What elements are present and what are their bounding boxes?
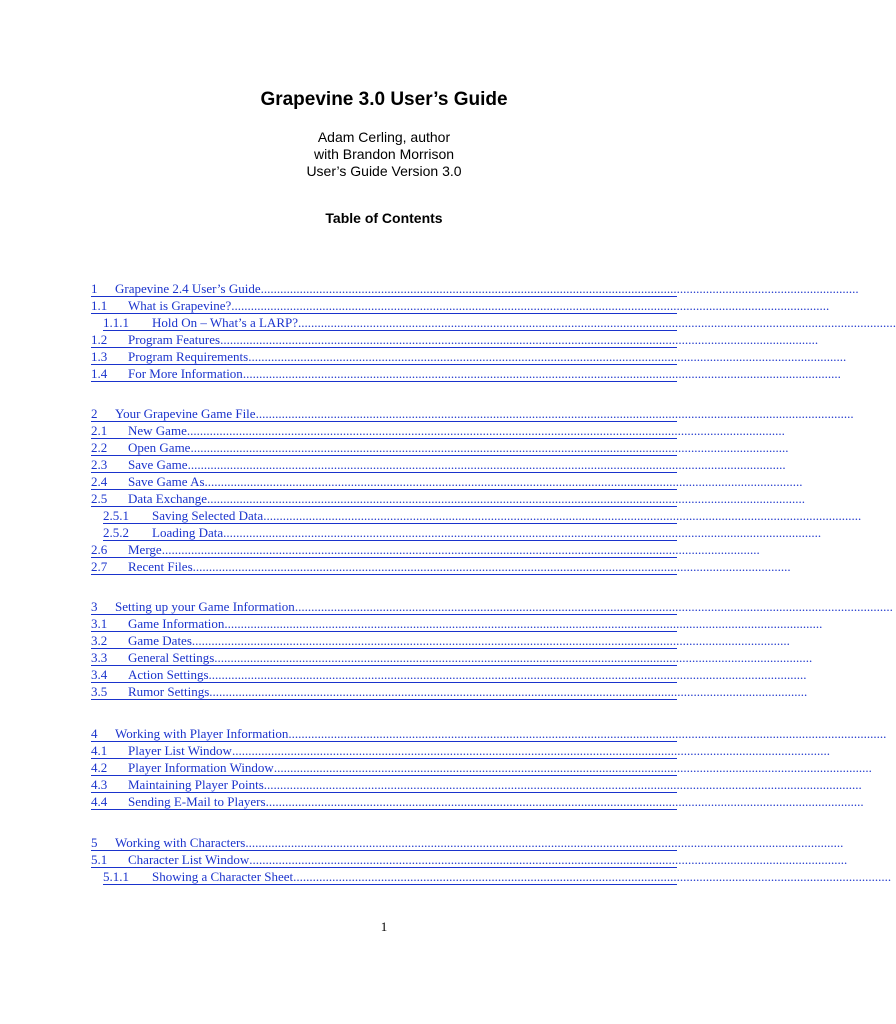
toc-dot-leader: ........................................................................................................................................................................................ bbox=[248, 349, 847, 364]
toc-entry-title: Game Dates bbox=[128, 633, 192, 648]
toc-entry[interactable] bbox=[91, 741, 830, 759]
toc-entry-title: Program Requirements bbox=[128, 349, 249, 364]
toc-entry-title: Saving Selected Data bbox=[152, 508, 264, 523]
toc-entry[interactable] bbox=[91, 665, 807, 683]
toc-entry-number: 1 bbox=[91, 281, 98, 296]
toc-entry-title: Action Settings bbox=[128, 667, 209, 682]
toc-entry-number: 1.1.1 bbox=[103, 315, 129, 330]
toc-entry-title: Maintaining Player Points bbox=[128, 777, 264, 792]
toc-entry-title: Recent Files bbox=[128, 559, 193, 574]
toc-entry[interactable] bbox=[103, 523, 822, 541]
toc-dot-leader: ........................................................................................................................................................................................ bbox=[207, 491, 806, 506]
toc-dot-leader: ........................................................................................................................................................................................ bbox=[255, 406, 854, 421]
toc-entry-number: 3.3 bbox=[91, 650, 108, 665]
version-line: User’s Guide Version 3.0 bbox=[306, 163, 462, 179]
toc-entry[interactable] bbox=[103, 867, 892, 885]
toc-entry-number: 1.4 bbox=[91, 366, 108, 381]
toc-entry[interactable] bbox=[91, 597, 893, 615]
toc-entry-title: Data Exchange bbox=[128, 491, 208, 506]
toc-entry[interactable] bbox=[91, 347, 847, 365]
toc-entry-title: Working with Player Information bbox=[115, 726, 289, 741]
toc-entry[interactable] bbox=[91, 682, 808, 700]
toc-entry[interactable] bbox=[91, 421, 785, 439]
toc-entry-number: 4 bbox=[91, 726, 98, 741]
toc-entry-title: Setting up your Game Information bbox=[115, 599, 295, 614]
toc-entry-number: 2.5 bbox=[91, 491, 108, 506]
coauthor-line: with Brandon Morrison bbox=[313, 146, 455, 162]
toc-entry-number: 3.2 bbox=[91, 633, 108, 648]
toc-entry-title: Rumor Settings bbox=[128, 684, 210, 699]
toc-entry-title: Player List Window bbox=[128, 743, 232, 758]
toc-entry-number: 5 bbox=[91, 835, 98, 850]
toc-dot-leader: ........................................................................................................................................................................................ bbox=[191, 633, 790, 648]
toc-dot-leader: ........................................................................................................................................................................................ bbox=[231, 743, 830, 758]
toc-entry-number: 2.5.2 bbox=[103, 525, 129, 540]
document-title: Grapevine 3.0 User’s Guide bbox=[260, 89, 508, 110]
toc-entry-title: Player Information Window bbox=[128, 760, 274, 775]
toc-dot-leader: ........................................................................................................................................................................................ bbox=[273, 760, 872, 775]
toc-entry-number: 2 bbox=[91, 406, 98, 421]
toc-entry-number: 2.1 bbox=[91, 423, 108, 438]
page-number: 1 bbox=[380, 919, 388, 934]
toc-entry-number: 4.2 bbox=[91, 760, 108, 775]
toc-entry-number: 2.3 bbox=[91, 457, 108, 472]
toc-dot-leader: ........................................................................................................................................................................................ bbox=[294, 599, 893, 614]
toc-dot-leader: ........................................................................................................................................................................................ bbox=[192, 559, 791, 574]
toc-entry-number: 3.4 bbox=[91, 667, 108, 682]
toc-dot-leader: ........................................................................................................................................................................................ bbox=[263, 508, 862, 523]
author-line: Adam Cerling, author bbox=[317, 129, 451, 145]
toc-dot-leader: ........................................................................................................................................................................................ bbox=[298, 315, 896, 330]
toc-entry[interactable] bbox=[91, 404, 854, 422]
toc-entry-number: 1.2 bbox=[91, 332, 108, 347]
toc-dot-leader: ........................................................................................................................................................................................ bbox=[214, 650, 813, 665]
toc-entry-title: Merge bbox=[128, 542, 162, 557]
toc-entry-title: New Game bbox=[128, 423, 187, 438]
toc-entry-number: 2.5.1 bbox=[103, 508, 129, 523]
toc-dot-leader: ........................................................................................................................................................................................ bbox=[190, 440, 789, 455]
toc-dot-leader: ........................................................................................................................................................................................ bbox=[209, 684, 808, 699]
toc-dot-leader: ........................................................................................................................................................................................ bbox=[231, 298, 830, 313]
toc-dot-leader: ........................................................................................................................................................................................ bbox=[208, 667, 807, 682]
toc-dot-leader: ........................................................................................................................................................................................ bbox=[293, 869, 892, 884]
toc-entry[interactable] bbox=[91, 330, 819, 348]
toc-dot-leader: ........................................................................................................................................................................................ bbox=[242, 366, 841, 381]
toc-entry-number: 3 bbox=[91, 599, 98, 614]
toc-entry-title: Save Game bbox=[128, 457, 188, 472]
toc-entry-title: Grapevine 2.4 User’s Guide bbox=[115, 281, 261, 296]
toc-entry[interactable] bbox=[103, 506, 862, 524]
toc-entry-number: 4.4 bbox=[91, 794, 108, 809]
toc-entry-number: 2.7 bbox=[91, 559, 108, 574]
toc-entry[interactable] bbox=[91, 724, 887, 742]
toc-entry[interactable] bbox=[91, 557, 791, 575]
toc-entry[interactable] bbox=[91, 833, 844, 851]
toc-entry[interactable] bbox=[91, 758, 872, 776]
toc-dot-leader: ........................................................................................................................................................................................ bbox=[288, 726, 887, 741]
toc-entry-number: 2.4 bbox=[91, 474, 108, 489]
toc-entry-number: 2.6 bbox=[91, 542, 108, 557]
toc-entry-title: Open Game bbox=[128, 440, 191, 455]
toc-entry-title: Game Information bbox=[128, 616, 225, 631]
toc-entry-number: 3.5 bbox=[91, 684, 108, 699]
toc-entry-number: 5.1.1 bbox=[103, 869, 129, 884]
toc-dot-leader: ........................................................................................................................................................................................ bbox=[245, 835, 844, 850]
toc-entry[interactable] bbox=[103, 313, 896, 331]
toc-entry[interactable] bbox=[91, 614, 823, 632]
toc-entry[interactable] bbox=[91, 472, 803, 490]
toc-entry-title: Program Features bbox=[128, 332, 221, 347]
toc-dot-leader: ........................................................................................................................................................................................ bbox=[263, 777, 862, 792]
toc-entry[interactable] bbox=[91, 364, 841, 382]
toc-entry-title: Hold On – What’s a LARP? bbox=[152, 315, 298, 330]
toc-entry[interactable] bbox=[91, 489, 806, 507]
toc-entry[interactable] bbox=[91, 850, 848, 868]
toc-dot-leader: ........................................................................................................................................................................................ bbox=[161, 542, 760, 557]
toc-entry-number: 4.3 bbox=[91, 777, 108, 792]
toc-entry[interactable] bbox=[91, 279, 859, 297]
toc-dot-leader: ........................................................................................................................................................................................ bbox=[187, 457, 786, 472]
toc-entry-title: Loading Data bbox=[152, 525, 224, 540]
toc-entry-title: What is Grapevine? bbox=[128, 298, 232, 313]
toc-dot-leader: ........................................................................................................................................................................................ bbox=[265, 794, 864, 809]
toc-entry-title: Your Grapevine Game File bbox=[115, 406, 256, 421]
toc-entry-title: Sending E-Mail to Players bbox=[128, 794, 266, 809]
toc-dot-leader: ........................................................................................................................................................................................ bbox=[249, 852, 848, 867]
toc-entry-title: General Settings bbox=[128, 650, 215, 665]
toc-dot-leader: ........................................................................................................................................................................................ bbox=[220, 332, 819, 347]
toc-dot-leader: ........................................................................................................................................................................................ bbox=[186, 423, 785, 438]
toc-entry-title: For More Information bbox=[128, 366, 243, 381]
toc-entry[interactable] bbox=[91, 648, 813, 666]
toc-dot-leader: ........................................................................................................................................................................................ bbox=[260, 281, 859, 296]
toc-entry-title: Character List Window bbox=[128, 852, 250, 867]
toc-entry-title: Showing a Character Sheet bbox=[152, 869, 294, 884]
toc-dot-leader: ........................................................................................................................................................................................ bbox=[223, 525, 822, 540]
toc-entry-title: Working with Characters bbox=[115, 835, 246, 850]
toc-entry-number: 5.1 bbox=[91, 852, 108, 867]
toc-entry[interactable] bbox=[91, 438, 789, 456]
toc-entry-title: Save Game As bbox=[128, 474, 205, 489]
toc-dot-leader: ........................................................................................................................................................................................ bbox=[204, 474, 803, 489]
toc-entry-number: 2.2 bbox=[91, 440, 108, 455]
toc-entry-number: 1.1 bbox=[91, 298, 108, 313]
toc-entry[interactable] bbox=[91, 775, 862, 793]
toc-entry[interactable] bbox=[91, 792, 864, 810]
toc-entry-number: 3.1 bbox=[91, 616, 108, 631]
toc-dot-leader: ........................................................................................................................................................................................ bbox=[224, 616, 823, 631]
toc-entry[interactable] bbox=[91, 296, 830, 314]
toc-heading: Table of Contents bbox=[325, 210, 443, 226]
toc-entry-number: 1.3 bbox=[91, 349, 108, 364]
toc-entry[interactable] bbox=[91, 631, 790, 649]
toc-entry[interactable] bbox=[91, 455, 786, 473]
toc-entry-number: 4.1 bbox=[91, 743, 108, 758]
toc-entry[interactable] bbox=[91, 540, 760, 558]
